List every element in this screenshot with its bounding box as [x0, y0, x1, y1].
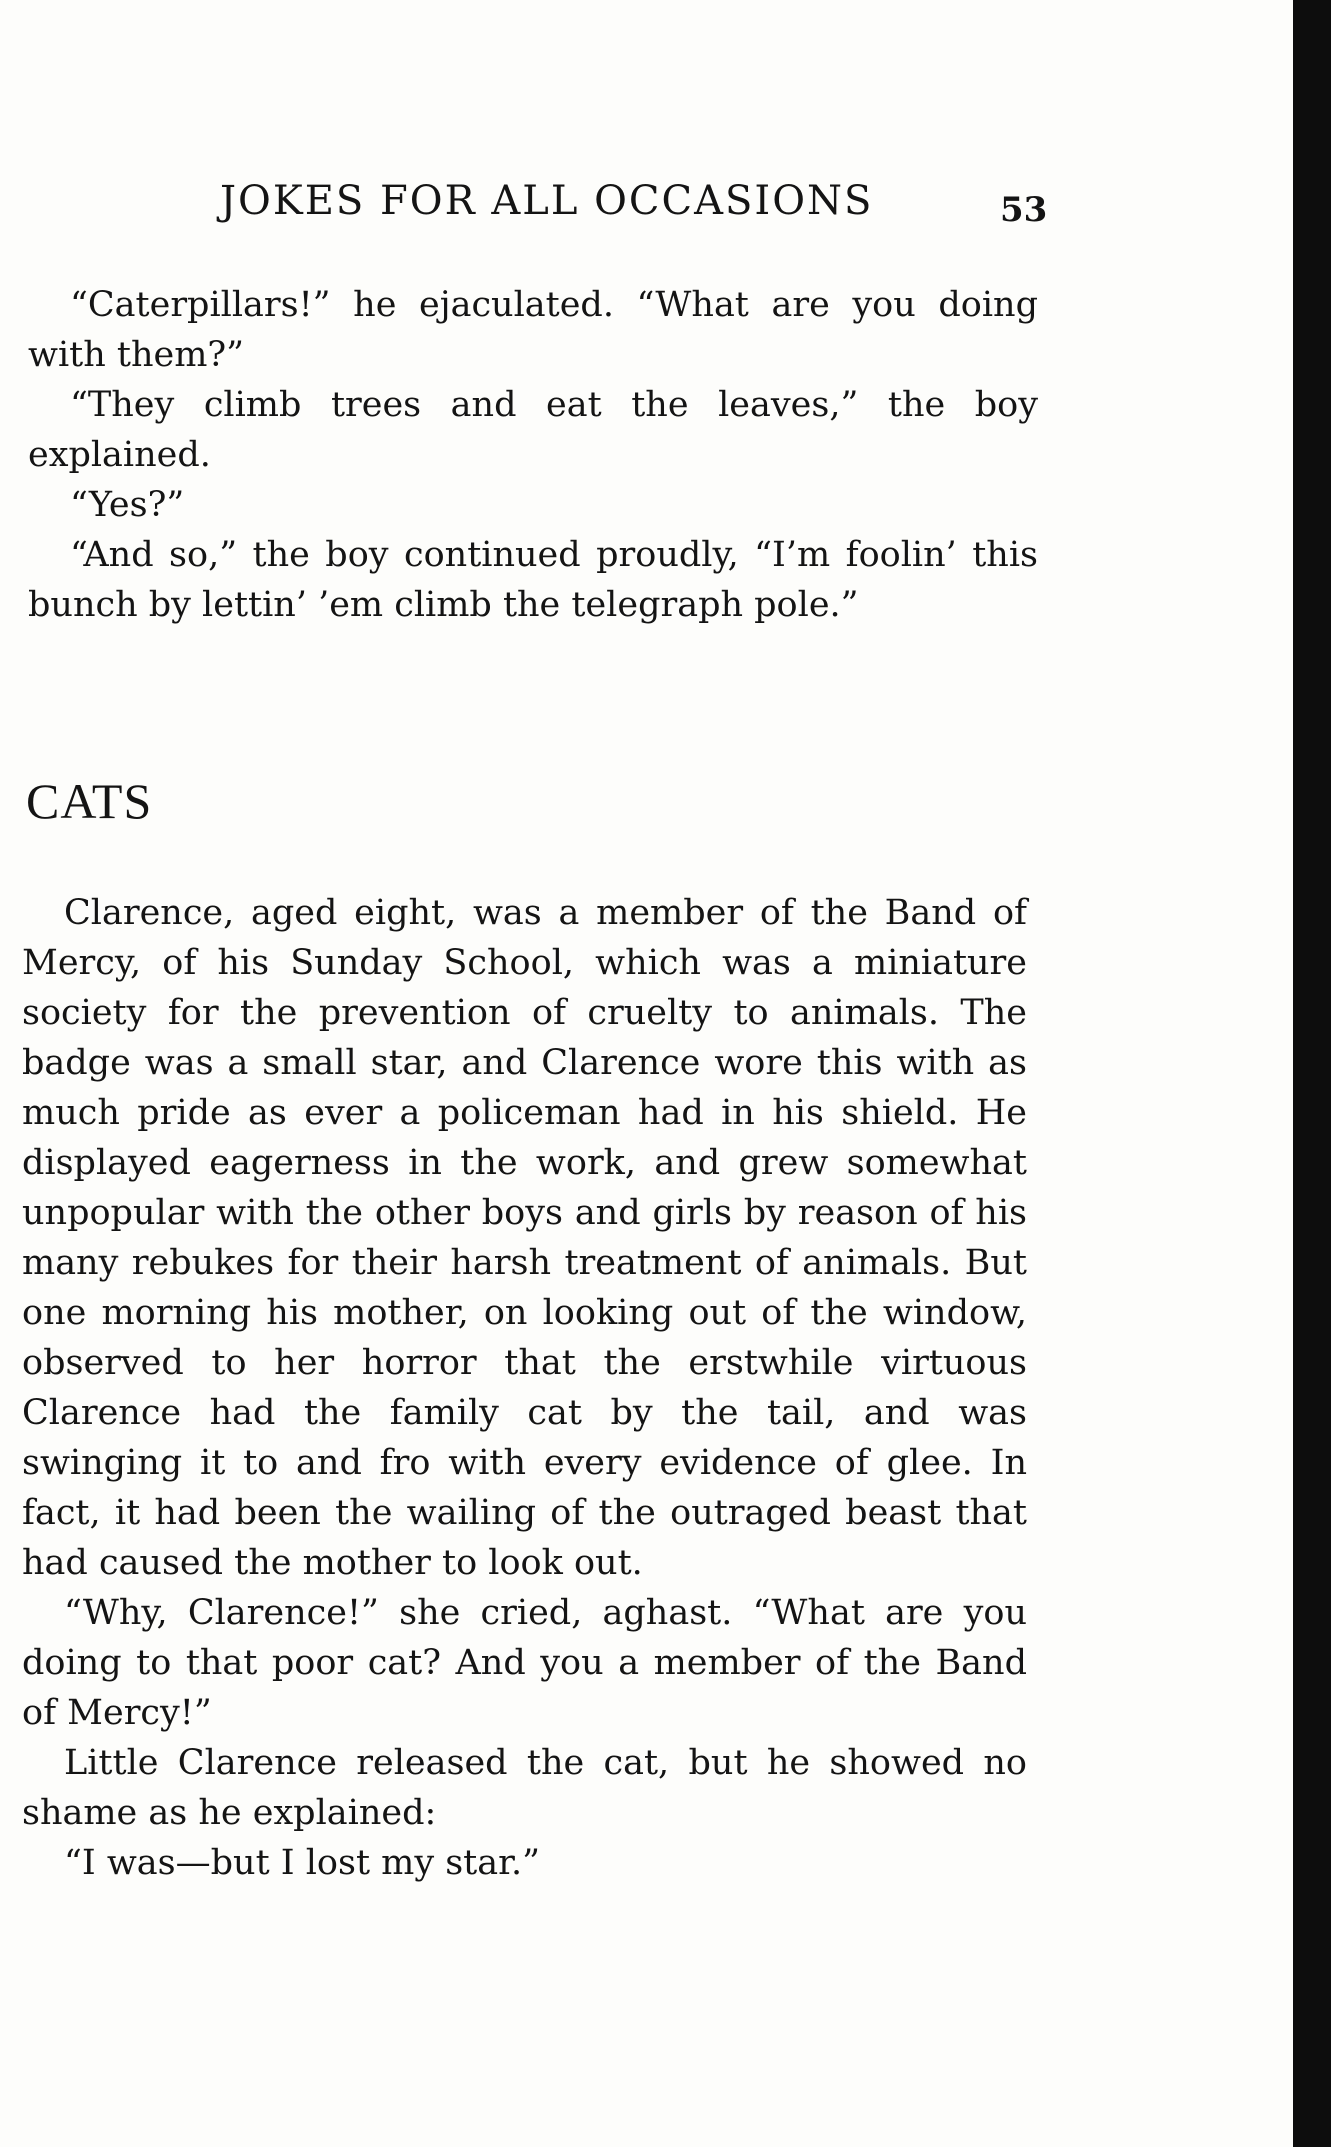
running-head: JOKES FOR ALL OCCASIONS: [220, 178, 874, 224]
paragraph: “They climb trees and eat the leaves,” the boy explained.: [28, 385, 1038, 475]
section-heading-cats: CATS: [26, 773, 153, 829]
paragraph: “Why, Clarence!” she cried, aghast. “What are you doing to that poor cat? And you a member of the Band of Mercy!”: [22, 1593, 1027, 1733]
preceding-story-text: [28, 280, 1038, 630]
paragraph: “Yes?”: [70, 485, 185, 525]
paragraph: “I was—but I lost my star.”: [64, 1843, 541, 1883]
paragraph: Clarence, aged eight, was a member of the Band of Mercy, of his Sunday School, which was a miniature society for the prevention of cruelty to animals. The badge was a small star, and Clarence wore this with as much pride as ever a policeman had in his shield. He displayed eagerness in the work, and grew somewhat unpopular with the other boys and girls by reason of his many rebukes for their harsh treatment of animals. But one morning his mother, on looking out of the window, observed to her horror that the erstwhile virtuous Clarence had the family cat by the tail, and was swinging it to and fro with every evidence of glee. In fact, it had been the wailing of the outraged beast that had caused the mother to look out.: [22, 893, 1027, 1583]
scan-edge-shadow: [1293, 0, 1331, 2147]
paragraph: Little Clarence released the cat, but he showed no shame as he explained:: [22, 1743, 1027, 1833]
paragraph: “Caterpillars!” he ejaculated. “What are you doing with them?”: [28, 285, 1038, 375]
paragraph: “And so,” the boy continued proudly, “I’m foolin’ this bunch by lettin’ ’em climb the telegraph pole.”: [28, 535, 1038, 625]
cats-story-text: [22, 888, 1027, 1888]
page-number: 53: [1000, 190, 1048, 230]
